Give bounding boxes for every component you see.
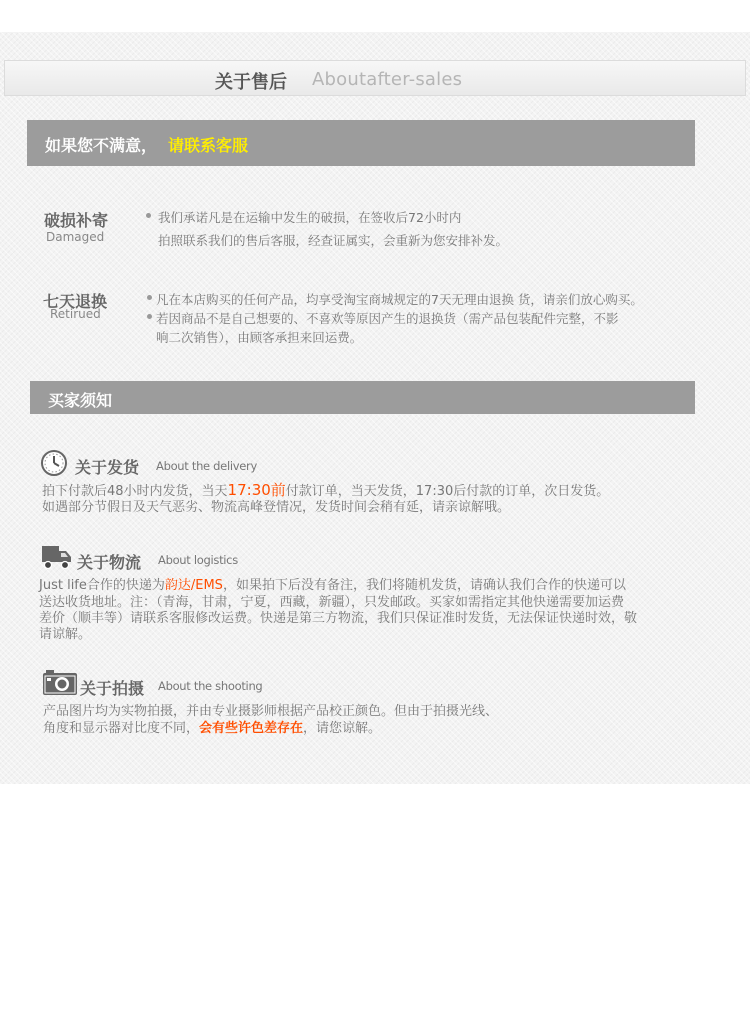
bullet-dot — [147, 314, 152, 319]
page-title-cn: 关于售后 — [215, 72, 287, 93]
damaged-line-2: 拍照联系我们的售后客服，经查证属实，会重新为您安排补发。 — [158, 233, 509, 248]
contact-service-banner — [27, 120, 695, 166]
buyer-notice-label: 买家须知 — [48, 391, 113, 410]
returned-bullet-2-line-2: 响二次销售），由顾客承担来回运费。 — [156, 330, 363, 345]
logistics-title-en: About logistics — [158, 553, 238, 567]
delivery-line-1 — [42, 482, 609, 500]
delivery-title-en: About the delivery — [156, 459, 257, 473]
returned-label-en: Retirued — [50, 307, 101, 321]
delivery-line-2: 如遇部分节假日及天气恶劣、物流高峰登情况，发货时间会稍有延，请亲谅解哦。 — [42, 500, 511, 515]
shooting-line-2-b: ，请您谅解。 — [303, 721, 382, 736]
logistics-line-2: 送达收货地址。注：（青海，甘肃，宁夏，西藏，新疆），只发邮政。买家如需指定其他快递需要加运费 — [39, 595, 625, 610]
logistics-carrier: 韵达/EMS — [164, 578, 223, 593]
shooting-title-cn: 关于拍摄 — [80, 679, 145, 698]
returned-bullet-1: 凡在本店购买的任何产品，均享受淘宝商城规定的7天无理由退换 货，请亲们放心购买。 — [156, 292, 643, 307]
camera-icon — [42, 670, 78, 696]
bullet-dot — [146, 213, 151, 218]
logistics-line-1-a: Just life合作的快递为 — [39, 578, 165, 593]
logistics-line-1-b: ，如果拍下后没有备注，我们将随机发货，请确认我们合作的快递可以 — [222, 578, 626, 593]
buyer-notice-banner — [30, 381, 695, 414]
returned-label-cn: 七天退换 — [43, 292, 108, 311]
shooting-color-warning: 会有些许色差存在 — [199, 721, 304, 736]
shooting-line-2 — [43, 721, 381, 737]
logistics-line-3: 差价（顺丰等）请联系客服修改运费。快递是第三方物流，我们只保证准时发货，无法保证快递时效，敬 — [39, 611, 638, 626]
delivery-cutoff-time: 17:30前 — [227, 481, 286, 499]
shooting-line-1: 产品图片均为实物拍摄，并由专业摄影师根据产品校正颜色。但由于拍摄光线、 — [43, 704, 499, 719]
logistics-title-cn: 关于物流 — [77, 553, 142, 572]
delivery-title-cn: 关于发货 — [75, 458, 140, 477]
banner-text-part1: 如果您不满意， — [45, 136, 158, 155]
returned-bullet-2-line-1: 若因商品不是自己想要的、不喜欢等原因产生的退换货（需产品包装配件完整，不影 — [156, 311, 619, 326]
shooting-title-en: About the shooting — [158, 679, 263, 693]
damaged-label-en: Damaged — [46, 230, 105, 244]
damaged-line-1: 我们承诺凡是在运输中发生的破损，在签收后72小时内 — [158, 210, 462, 225]
delivery-line-1-b: 付款订单，当天发货，17:30后付款的订单，次日发货。 — [285, 484, 610, 499]
bullet-dot — [147, 295, 152, 300]
page-title-en: Aboutafter-sales — [312, 69, 463, 90]
clock-icon — [40, 449, 68, 477]
logistics-line-1 — [39, 578, 626, 594]
banner-text-contact: 请联系客服 — [168, 136, 249, 155]
damaged-label-cn: 破损补寄 — [44, 211, 109, 230]
delivery-line-1-a: 拍下付款后48小时内发货，当天 — [42, 484, 228, 499]
truck-icon — [41, 543, 73, 571]
logistics-line-4: 请谅解。 — [39, 627, 92, 642]
shooting-line-2-a: 角度和显示器对比度不同， — [43, 721, 200, 736]
